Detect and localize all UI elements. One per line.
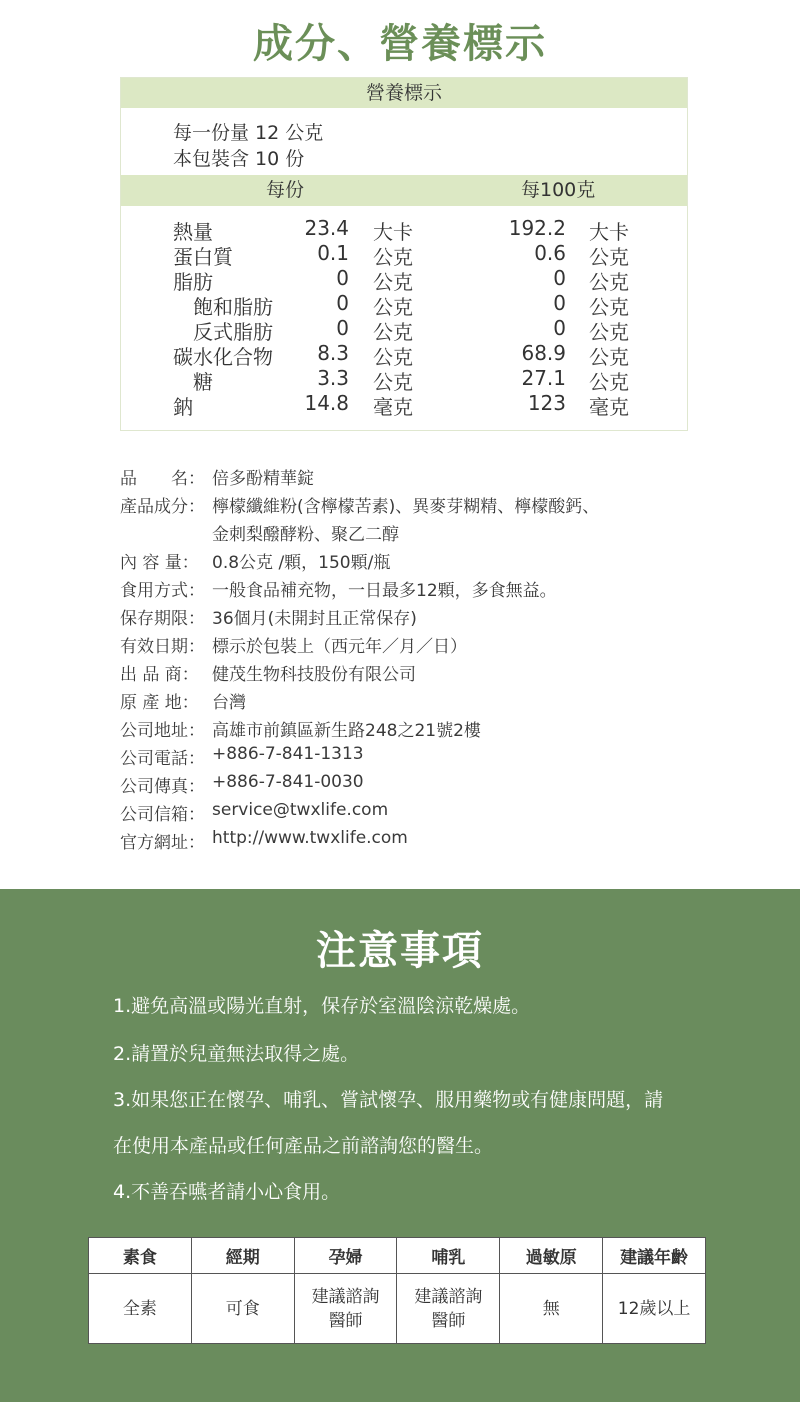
notice-line: 1.避免高溫或陽光直射，保存於室溫陰涼乾燥處。 [113,995,531,1017]
per-serving-unit: 大卡 [373,220,413,244]
info-value: http://www.twxlife.com [212,828,408,848]
per-100g-unit: 公克 [589,320,629,344]
per-serving-unit: 公克 [373,345,413,369]
nutrition-row [121,341,687,369]
info-value: 倍多酚精華錠 [212,469,314,489]
info-value: 高雄市前鎮區新生路248之21號2樓 [212,721,481,741]
product-info-row [120,520,720,544]
product-info-row [120,492,720,516]
product-info-row [120,632,720,656]
nutrition-header: 營養標示 [121,78,687,108]
per-serving-value: 23.4 [304,216,349,240]
product-info-row [120,660,720,684]
info-value: 健茂生物科技股份有限公司 [212,665,416,685]
per-serving-value: 8.3 [317,341,349,365]
per-serving-unit: 公克 [373,370,413,394]
info-value: 標示於包裝上（西元年／月／日） [212,637,467,657]
per-100g-unit: 毫克 [589,395,629,419]
product-info-row [120,744,720,768]
product-info-row [120,688,720,712]
per-100g-unit: 公克 [589,370,629,394]
info-label: 官方網址： [120,833,205,853]
nutrient-name: 碳水化合物 [173,345,273,369]
info-value: 台灣 [212,693,246,713]
nutrient-name: 脂肪 [173,270,213,294]
product-info-row [120,828,720,852]
per-serving-value: 0.1 [317,241,349,265]
serving-size: 每一份量 12 公克 [173,122,324,144]
per-100g-value: 0.6 [534,241,566,265]
nutrient-name: 飽和脂肪 [193,295,273,319]
table-value-cell: 無 [500,1274,603,1344]
page-title: 成分、營養標示 [253,21,547,67]
nutrition-row [121,266,687,294]
product-info-row [120,800,720,824]
per-100g-unit: 公克 [589,345,629,369]
table-header-cell: 過敏原 [500,1238,603,1274]
info-value: 0.8公克 /顆，150顆/瓶 [212,553,391,573]
col-per-100g: 每100克 [521,179,596,201]
info-value: +886-7-841-1313 [212,744,364,764]
notice-line: 在使用本產品或任何產品之前諮詢您的醫生。 [113,1135,494,1157]
info-label: 原 產 地： [120,693,199,713]
per-serving-value: 0 [336,316,349,340]
per-100g-unit: 公克 [589,270,629,294]
nutrition-row [121,316,687,344]
table-header-cell: 孕婦 [294,1238,397,1274]
per-100g-value: 0 [553,291,566,315]
info-value: 金刺梨醱酵粉、聚乙二醇 [212,525,399,545]
suitability-table [88,1237,706,1344]
info-label: 公司電話： [120,749,205,769]
info-label: 食用方式： [120,581,205,601]
info-label: 品 名： [120,469,205,489]
notice-line: 3.如果您正在懷孕、哺乳、嘗試懷孕、服用藥物或有健康問題，請 [113,1089,664,1111]
per-serving-unit: 公克 [373,295,413,319]
per-100g-unit: 大卡 [589,220,629,244]
per-100g-unit: 公克 [589,245,629,269]
info-label: 保存期限： [120,609,205,629]
per-100g-value: 192.2 [508,216,566,240]
nutrition-row [121,241,687,269]
notice-line: 2.請置於兒童無法取得之處。 [113,1043,360,1065]
nutrition-facts-panel [120,77,688,431]
nutrition-row [121,216,687,244]
nutrient-name: 熱量 [173,220,213,244]
notice-section [0,889,800,1402]
product-info-row [120,548,720,572]
info-value: 36個月(未開封且正常保存) [212,609,417,629]
info-label: 內 容 量： [120,553,199,573]
table-header-cell: 經期 [191,1238,294,1274]
nutrition-row [121,391,687,419]
product-info-row [120,772,720,796]
notice-title: 注意事項 [316,928,484,974]
info-label: 有效日期： [120,637,205,657]
info-value: 一般食品補充物，一日最多12顆，多食無益。 [212,581,557,601]
nutrition-column-header [121,175,687,206]
table-header-cell: 哺乳 [397,1238,500,1274]
table-header-cell: 建議年齡 [603,1238,706,1274]
col-per-serving: 每份 [266,179,305,201]
servings-per-pack: 本包裝含 10 份 [173,148,305,170]
info-value: 檸檬纖維粉(含檸檬苦素)、異麥芽糊精、檸檬酸鈣、 [212,497,600,517]
table-value-cell: 建議諮詢 醫師 [397,1274,500,1344]
table-header-cell: 素食 [89,1238,192,1274]
nutrient-name: 糖 [193,370,213,394]
per-100g-unit: 公克 [589,295,629,319]
per-serving-value: 0 [336,266,349,290]
product-info-row [120,464,720,488]
info-label: 公司地址： [120,721,205,741]
info-value: +886-7-841-0030 [212,772,364,792]
table-value-cell: 可食 [191,1274,294,1344]
per-serving-unit: 公克 [373,245,413,269]
per-100g-value: 27.1 [521,366,566,390]
info-label: 公司傳真： [120,777,205,797]
per-serving-unit: 公克 [373,270,413,294]
nutrition-row [121,291,687,319]
info-label: 公司信箱： [120,805,205,825]
nutrition-row [121,366,687,394]
nutrient-name: 蛋白質 [173,245,233,269]
per-serving-value: 14.8 [304,391,349,415]
info-label: 出 品 商： [120,665,199,685]
nutrient-name: 反式脂肪 [193,320,273,344]
per-100g-value: 68.9 [521,341,566,365]
notice-line: 4.不善吞嚥者請小心食用。 [113,1181,341,1203]
info-label: 產品成分： [120,497,205,517]
product-info-row [120,576,720,600]
per-serving-unit: 毫克 [373,395,413,419]
per-100g-value: 123 [527,391,566,415]
nutrient-name: 鈉 [173,395,193,419]
info-value: service@twxlife.com [212,800,389,820]
table-value-cell: 12歲以上 [603,1274,706,1344]
table-value-cell: 全素 [89,1274,192,1344]
per-serving-unit: 公克 [373,320,413,344]
product-info-row [120,716,720,740]
product-info-row [120,604,720,628]
per-100g-value: 0 [553,316,566,340]
per-serving-value: 3.3 [317,366,349,390]
per-serving-value: 0 [336,291,349,315]
table-value-cell: 建議諮詢 醫師 [294,1274,397,1344]
per-100g-value: 0 [553,266,566,290]
